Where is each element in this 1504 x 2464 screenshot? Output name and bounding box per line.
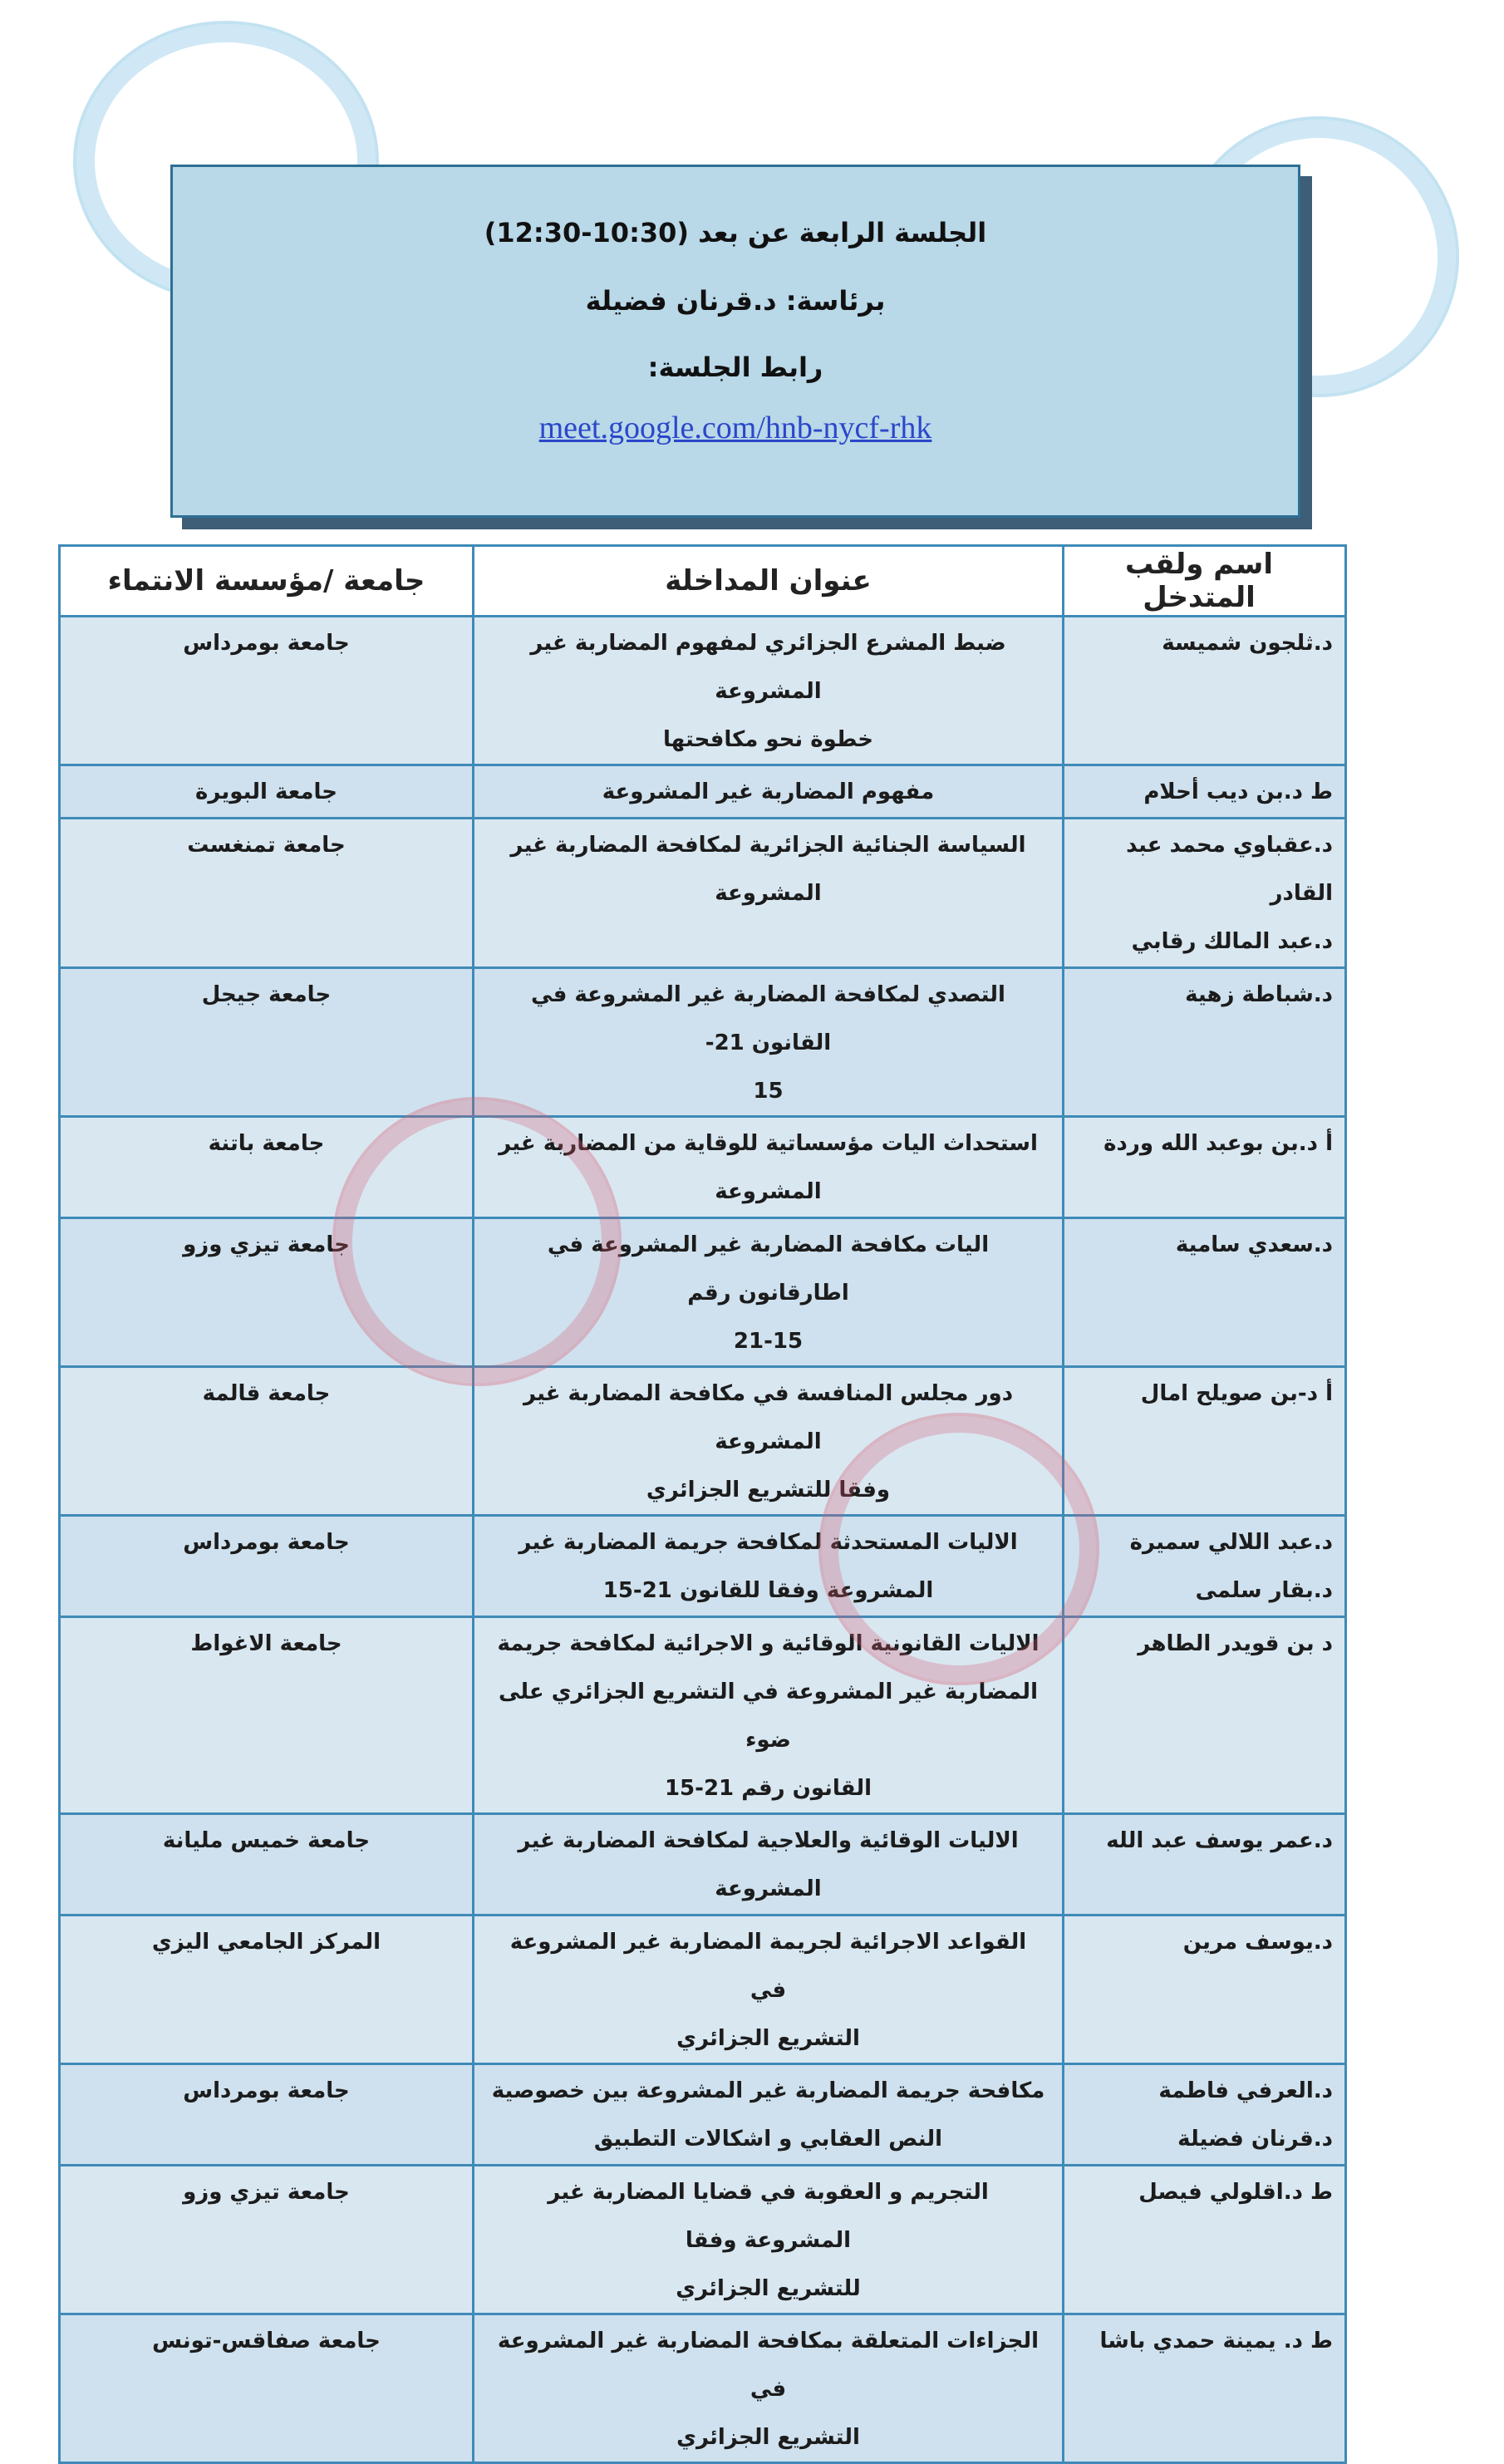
speaker-name-cell — [1064, 617, 1346, 765]
speaker-name-cell — [1064, 2064, 1346, 2166]
talk-title-cell — [474, 765, 1064, 819]
table-row — [60, 1367, 1346, 1516]
talk-title-line: اليات مكافحة المضاربة غير المشروعة في اطارقانون رقم — [547, 1232, 990, 1306]
talk-title-line: مفهوم المضاربة غير المشروعة — [602, 780, 935, 804]
speaker-name-cell — [1064, 1516, 1346, 1617]
speaker-name-cell — [1064, 1367, 1346, 1516]
speaker-name-cell — [1064, 2166, 1346, 2314]
table-row — [60, 1814, 1346, 1916]
talk-title-line: المشروعة — [715, 1876, 822, 1901]
university-cell: جامعة تيزي وزو — [60, 2166, 474, 2314]
talk-title-line: مكافحة جريمة المضاربة غير المشروعة بين خصوصية — [491, 2078, 1045, 2103]
talk-title-line: الاليات المستحدثة لمكافحة جريمة المضاربة غير — [519, 1530, 1018, 1555]
university-cell: المركز الجامعي اليزي — [60, 1916, 474, 2064]
speaker-name-cell — [1064, 1916, 1346, 2064]
university-cell: جامعة بومرداس — [60, 2064, 474, 2166]
speaker-name-cell — [1064, 1117, 1346, 1218]
talk-title-cell — [474, 2064, 1064, 2166]
speaker-name: د.يوسف مرين — [1182, 1930, 1333, 1955]
speaker-name-cell — [1064, 765, 1346, 819]
talk-title-line: السياسة الجنائية الجزائرية لمكافحة المضاربة غير — [510, 833, 1026, 858]
talk-title-line: التشريع الجزائري — [676, 2026, 860, 2051]
talk-title-line: وفقا للتشريع الجزائري — [646, 1478, 891, 1502]
university-cell: جامعة بومرداس — [60, 1516, 474, 1617]
talk-title-line: خطوة نحو مكافحتها — [663, 727, 873, 752]
table-row — [60, 1218, 1346, 1367]
talk-title-cell — [474, 1117, 1064, 1218]
speaker-name: ط د.بن ديب أحلام — [1143, 780, 1333, 804]
speaker-name: د.قرنان فضيلة — [1177, 2127, 1333, 2152]
talk-title-cell — [474, 1367, 1064, 1516]
speaker-name-cell — [1064, 1617, 1346, 1814]
session-link-label: رابط الجلسة: — [647, 352, 823, 383]
session-header — [170, 165, 1300, 518]
talk-title-cell — [474, 1814, 1064, 1916]
university-cell: جامعة البويرة — [60, 765, 474, 819]
talk-title-line: النص العقابي و اشكالات التطبيق — [593, 2127, 943, 2152]
talk-title-line: المشروعة — [715, 881, 822, 906]
speaker-name-cell — [1064, 1218, 1346, 1367]
speaker-name: د.عمر يوسف عبد الله — [1106, 1828, 1333, 1853]
table-row — [60, 2064, 1346, 2166]
session-title: الجلسة الرابعة عن بعد (10:30-12:30) — [484, 217, 987, 248]
talk-title-line: الاليات القانونية الوقائية و الاجرائية لمكافحة جريمة — [497, 1631, 1040, 1656]
talk-title-cell — [474, 1617, 1064, 1814]
talk-title-line: الجزاءات المتعلقة بمكافحة المضاربة غير المشروعة في — [497, 2329, 1040, 2402]
university-cell: جامعة قالمة — [60, 1367, 474, 1516]
speaker-name: د.شباطة زهية — [1185, 982, 1333, 1007]
speaker-name: د.عبد اللالي سميرة — [1129, 1530, 1333, 1555]
table-row — [60, 1916, 1346, 2064]
talk-title-cell — [474, 2166, 1064, 2314]
talk-title-cell — [474, 819, 1064, 968]
talk-title-line: التشريع الجزائري — [676, 2425, 860, 2450]
talk-title-cell — [474, 617, 1064, 765]
speakers-table — [58, 544, 1347, 2464]
speaker-name-cell — [1064, 968, 1346, 1117]
talk-title-line: التصدي لمكافحة المضاربة غير المشروعة في القانون 21- — [531, 982, 1005, 1055]
table-row — [60, 2166, 1346, 2314]
talk-title-line: الاليات الوقائية والعلاجية لمكافحة المضاربة غير — [518, 1828, 1019, 1853]
talk-title-line: القانون رقم 21-15 — [664, 1776, 872, 1801]
university-cell: جامعة بومرداس — [60, 617, 474, 765]
talk-title-cell — [474, 968, 1064, 1117]
talk-title-line: 15 — [753, 1079, 784, 1104]
session-chair: برئاسة: د.قرنان فضيلة — [585, 285, 886, 317]
speaker-name: د.سعدي سامية — [1175, 1232, 1333, 1257]
speaker-name: ط د.اقلولي فيصل — [1138, 2180, 1333, 2205]
table-row — [60, 2314, 1346, 2463]
talk-title-line: المشروعة وفقا للقانون 21-15 — [602, 1578, 934, 1603]
talk-title-line: استحداث اليات مؤسساتية للوقاية من المضاربة غير — [499, 1131, 1038, 1156]
session-meet-link[interactable]: meet.google.com/hnb-nycf-rhk — [538, 411, 932, 445]
speaker-name-cell — [1064, 819, 1346, 968]
university-cell: جامعة الاغواط — [60, 1617, 474, 1814]
talk-title-line: ضبط المشرع الجزائري لمفهوم المضاربة غير المشروعة — [530, 631, 1006, 704]
table-row — [60, 765, 1346, 819]
table-row — [60, 1117, 1346, 1218]
university-cell: جامعة تيزي وزو — [60, 1218, 474, 1367]
talk-title-line: التجريم و العقوبة في قضايا المضاربة غير المشروعة وفقا — [548, 2180, 989, 2253]
speaker-name-cell — [1064, 1814, 1346, 1916]
university-cell: جامعة صفاقس-تونس — [60, 2314, 474, 2463]
speaker-name: د.العرفي فاطمة — [1158, 2078, 1333, 2103]
table-row — [60, 1617, 1346, 1814]
table-body — [60, 617, 1346, 2463]
talk-title-cell — [474, 1516, 1064, 1617]
talk-title-line: القواعد الاجرائية لجريمة المضاربة غير المشروعة في — [509, 1930, 1027, 2003]
speaker-name: د بن قويدر الطاهر — [1138, 1631, 1333, 1656]
talk-title-cell — [474, 1916, 1064, 2064]
speaker-name: أ د-بن صويلح امال — [1140, 1381, 1333, 1406]
speaker-name: د.عقباوي محمد عبد القادر — [1126, 833, 1333, 906]
header-speaker-name: اسم ولقب المتدخل — [1064, 546, 1346, 617]
talk-title-line: للتشريع الجزائري — [676, 2276, 861, 2301]
table-row — [60, 617, 1346, 765]
talk-title-line: 21-15 — [733, 1329, 804, 1354]
speaker-name-cell — [1064, 2314, 1346, 2463]
talk-title-cell — [474, 2314, 1064, 2463]
talk-title-cell — [474, 1218, 1064, 1367]
table-row — [60, 968, 1346, 1117]
talk-title-line: المشروعة — [715, 1179, 822, 1204]
table-header-row — [60, 546, 1346, 617]
table-row — [60, 819, 1346, 968]
speaker-name: د.ثلجون شميسة — [1162, 631, 1333, 656]
university-cell: جامعة تمنغست — [60, 819, 474, 968]
university-cell: جامعة جيجل — [60, 968, 474, 1117]
header-talk-title: عنوان المداخلة — [474, 546, 1064, 617]
university-cell: جامعة باتنة — [60, 1117, 474, 1218]
university-cell: جامعة خميس مليانة — [60, 1814, 474, 1916]
speaker-name: د.بقار سلمى — [1195, 1578, 1333, 1603]
talk-title-line: المضاربة غير المشروعة في التشريع الجزائري على ضوء — [499, 1680, 1038, 1753]
speaker-name: ط د. يمينة حمدي باشا — [1099, 2329, 1333, 2353]
speaker-name: أ د.بن بوعبد الله وردة — [1103, 1131, 1333, 1156]
table-row — [60, 1516, 1346, 1617]
speaker-name: د.عبد المالك رقابي — [1131, 929, 1333, 954]
header-university: جامعة /مؤسسة الانتماء — [60, 546, 474, 617]
talk-title-line: دور مجلس المنافسة في مكافحة المضاربة غير المشروعة — [523, 1381, 1014, 1454]
